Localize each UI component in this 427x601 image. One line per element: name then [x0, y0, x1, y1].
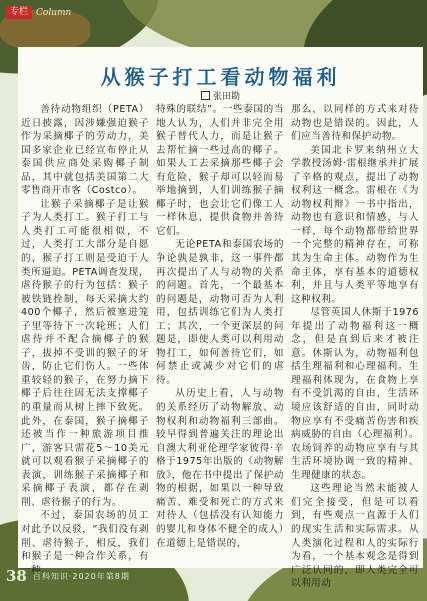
author-box-icon: [201, 91, 210, 100]
paragraph: 这些理论当然未能被人们完全接受，但是可以看到，有些观点一直源于人们的现实生活和实际需求。从人类演化过程和人的实际行为看，一个基本观念是得到广泛认同的，即人类完全可以利用动: [291, 483, 419, 590]
paragraph: 无论PETA和泰国农场的争论孰是孰非，这一事件都再次提出了人与动物的关系的问题。首先，一个最基本的问题是，动物可否为人利用，包括训练它们为人类打工；其次，一个更深层的问题是，即使人类可以利用动物打工，如何善待它们，如何禁止或减少对它们的虐待。: [156, 239, 284, 386]
text-column: [21, 103, 149, 591]
column-tag: 专栏: [6, 6, 32, 19]
paragraph: 特殊的联结”。一些泰国的当地人认为，人们并非完全用猴子替代人力，而是让猴子去帮忙摘一些过高的椰子。如果人工去采摘那些椰子会有危险，猴子却可以轻而易举地摘到，人们训练猴子摘椰子时，也会让它们像工人一样休息，提供食物并善待它们。: [156, 104, 284, 237]
article-title: 从猴子打工看动物福利: [100, 65, 341, 89]
text-column: [291, 103, 419, 591]
paragraph: 那么，以同样的方式来对待动物也是错误的。因此，人们应当善待和保护动物。: [291, 104, 419, 143]
paragraph: 从历史上看，人与动物的关系经历了动物解放、动物权利和动物福利三部曲。较早得到普遍关注的理论出自澳大利亚伦理学家彼得·辛格于1975年出版的《动物解放》，他在书中提出了保护动物的根据，如果以一种导致痛苦、难受和死亡的方式来对待人（包括没有认知能力的婴儿和身体不健全的成人）在道德上是错误的，: [156, 388, 284, 549]
magazine-name: 百科知识·2020年第8期: [32, 571, 130, 581]
page-number: 38: [6, 567, 27, 585]
column-header: [6, 6, 71, 19]
article-body: [21, 103, 421, 591]
paragraph: 尽管英国人休斯于1976年提出了动物福利这一概念，但是直到后来才被注意。休斯认为，动物福利包括生理福利和心理福利。生理福利体现为，在食物上享有不受饥渴的自由，生活环境应该舒适的自由，同时动物应享有不受痛苦伤害和疾病威胁的自由（心理福利）。农场饲养的动物应享有与其生活环境协调一致的精神、生理健康的状态。: [291, 307, 419, 481]
page-footer: [6, 567, 130, 585]
paragraph: 美国北卡罗来纳州立大学教授汤姆·雷根继承并扩展了辛格的观点，提出了动物权利这一概念。雷根在《为动物权利辩》一书中指出，动物也有意识和情感，与人一样，每个动物都带给世界一个完整的精神存在，可称其为生命主体。动物作为生命主体，享有基本的道德权利，并且与人类平等地享有这种权利。: [291, 144, 419, 305]
paragraph: 善待动物组织（PETA）近日披露，因涉嫌强迫猴子作为采摘椰子的劳动力，美国多家企业已经宣布停止从泰国供应商处采购椰子制品，其中就包括美国第二大零售商开市客（Costco）。: [21, 104, 149, 197]
column-tag-english: Column: [36, 7, 72, 18]
author-name: 张田勘: [212, 92, 240, 102]
text-column: [156, 103, 284, 591]
paragraph: 不过，泰国农场的员工对此予以反驳，“我们没有剥削、虐待猴子，相反，我们和猴子是一种合作关系，有一种: [21, 510, 149, 576]
paragraph: 让猴子采摘椰子是让猴子为人类打工。猴子打工与人类打工可能很相似，不过，人类打工大部分是自愿的，猴子打工则是受迫于人类所逼迫。PETA调查发现，虐待猴子的行为包括：猴子被铁链拴制，每天采摘大约400个椰子，然后被塞进笼子里等待下一次轮班；人们虐待并不配合摘椰子的猴子，拔掉不受训的猴子的牙齿，防止它们伤人。一些体重较轻的猴子，在努力摘下椰子后往往因无法支撑椰子的重量而从树上摔下致死。此外，在泰国，猴子摘椰子还被当作一种旅游项目推广，游客只需花5～10美元就可以观看猴子采摘椰子的表演，训练猴子采摘椰子和采摘椰子表演，都存在剥削、虐待猴子的行为。: [21, 198, 149, 508]
article-author: [18, 89, 423, 102]
